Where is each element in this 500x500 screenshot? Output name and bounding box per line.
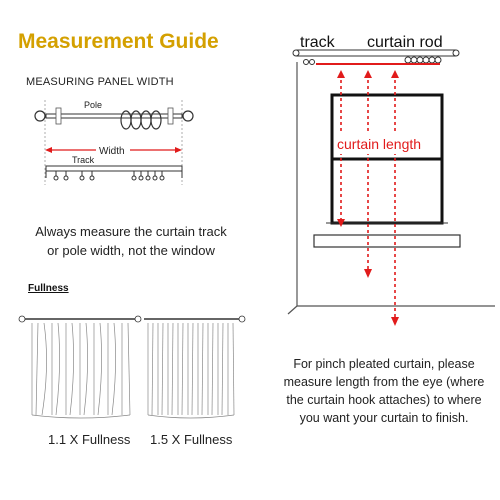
track-label: Track xyxy=(72,155,95,165)
pole-bracket-right xyxy=(168,108,173,124)
pole-finial-right xyxy=(183,111,193,121)
fullness-diagram xyxy=(10,305,255,425)
pinch-note-line2: measure length from the eye (where xyxy=(283,375,485,389)
curtain-rod-label: curtain rod xyxy=(367,34,443,51)
panel-width-diagram xyxy=(0,90,260,195)
track-label-top: track xyxy=(300,34,335,51)
pinch-note-line1: For pinch pleated curtain, please xyxy=(293,357,475,371)
pinch-pleat-note xyxy=(268,355,500,427)
window-sill xyxy=(314,235,460,247)
page-title: Measurement Guide xyxy=(18,30,219,53)
measure-note-line2: or pole width, not the window xyxy=(47,243,215,258)
panel-width-heading: MEASURING PANEL WIDTH xyxy=(26,76,174,88)
arrow-floor xyxy=(391,317,399,326)
curtain-11x xyxy=(32,323,130,418)
arrow-below-sill xyxy=(364,269,372,278)
curtain-length-label: curtain length xyxy=(337,136,422,152)
curtain-15x xyxy=(148,323,234,418)
window-diagram xyxy=(270,28,495,338)
fullness-heading: Fullness xyxy=(28,283,69,294)
pinch-note-line4: you want your curtain to finish. xyxy=(299,411,469,425)
pole-label: Pole xyxy=(84,100,103,110)
track-gliders xyxy=(54,171,164,180)
fullness-label-15x: 1.5 X Fullness xyxy=(150,432,233,447)
pinch-note-line3: the curtain hook attaches) to where xyxy=(286,393,482,407)
measure-note xyxy=(0,222,262,260)
pole-bar xyxy=(46,114,182,118)
width-arrow-left xyxy=(45,147,52,153)
pole-bracket-left xyxy=(56,108,61,124)
width-arrow-right xyxy=(175,147,182,153)
measure-note-line1: Always measure the curtain track xyxy=(35,224,227,239)
width-label: Width xyxy=(99,146,125,157)
pole-finial-left xyxy=(35,111,45,121)
track-bar xyxy=(46,166,182,171)
rod-11x-finial xyxy=(19,316,25,322)
fullness-label-11x: 1.1 X Fullness xyxy=(48,432,131,447)
